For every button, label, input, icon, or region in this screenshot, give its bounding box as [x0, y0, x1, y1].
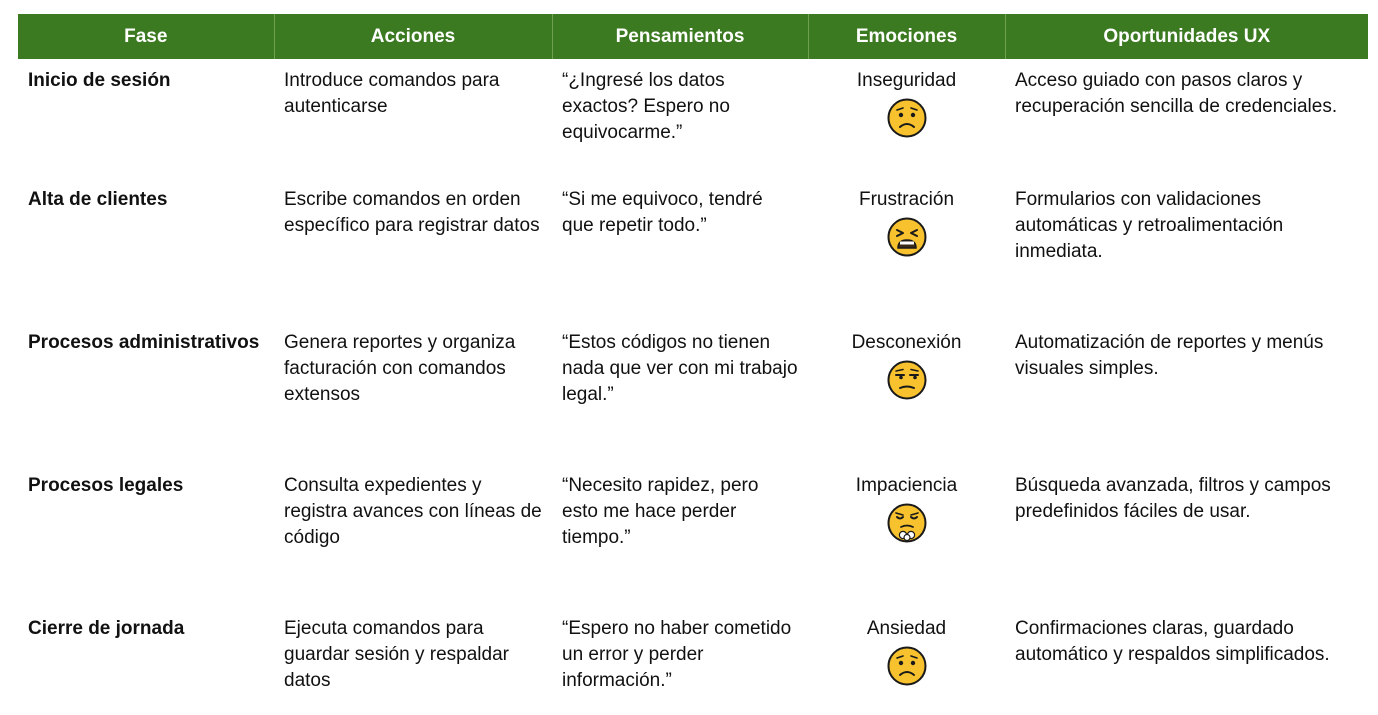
- emotion-cell: [808, 607, 1005, 696]
- worried-face-icon: [887, 646, 927, 686]
- emotion-cell: [808, 464, 1005, 607]
- emotion-label: Desconexión: [851, 332, 962, 353]
- action-cell: Consulta expedientes y registra avances con líneas de código: [284, 475, 542, 548]
- thought-cell: “¿Ingresé los datos exactos? Espero no equivocarme.”: [562, 70, 730, 143]
- thought-cell: “Espero no haber cometido un error y perder información.”: [562, 618, 792, 691]
- table-row: [18, 59, 1368, 178]
- header-ux-opportunities: Oportunidades UX: [1005, 14, 1368, 59]
- action-cell: Genera reportes y organiza facturación con comandos extensos: [284, 332, 516, 405]
- table-row: [18, 464, 1368, 607]
- phase-cell: Procesos administrativos: [28, 332, 260, 353]
- emotion-label: Impaciencia: [855, 475, 958, 496]
- table-row: [18, 607, 1368, 696]
- header-thoughts: Pensamientos: [552, 14, 808, 59]
- unamused-face-icon: [887, 360, 927, 400]
- phase-cell: Procesos legales: [28, 475, 184, 496]
- tired-face-icon: [887, 217, 927, 257]
- table-body: [18, 59, 1368, 696]
- thought-cell: “Si me equivoco, tendré que repetir todo.”: [562, 189, 763, 236]
- steam-from-nose-face-icon: [887, 503, 927, 543]
- header-phase: Fase: [18, 14, 274, 59]
- opportunity-cell: Automatización de reportes y menús visuales simples.: [1015, 332, 1324, 379]
- emotion-cell: [808, 178, 1005, 321]
- emotion-label: Inseguridad: [856, 70, 957, 91]
- emotion-cell: [808, 59, 1005, 178]
- worried-face-icon: [887, 98, 927, 138]
- phase-cell: Inicio de sesión: [28, 70, 171, 91]
- opportunity-cell: Confirmaciones claras, guardado automático y respaldos simplificados.: [1015, 618, 1330, 665]
- header-emotions: Emociones: [808, 14, 1005, 59]
- table-row: [18, 321, 1368, 464]
- opportunity-cell: Búsqueda avanzada, filtros y campos predefinidos fáciles de usar.: [1015, 475, 1331, 522]
- emotion-label: Ansiedad: [866, 618, 947, 639]
- phase-cell: Alta de clientes: [28, 189, 168, 210]
- phase-cell: Cierre de jornada: [28, 618, 185, 639]
- emotion-label: Frustración: [858, 189, 955, 210]
- header-row: [18, 14, 1368, 59]
- thought-cell: “Estos códigos no tienen nada que ver con mi trabajo legal.”: [562, 332, 798, 405]
- action-cell: Ejecuta comandos para guardar sesión y respaldar datos: [284, 618, 509, 691]
- table-row: [18, 178, 1368, 321]
- action-cell: Introduce comandos para autenticarse: [284, 70, 500, 117]
- action-cell: Escribe comandos en orden específico para registrar datos: [284, 189, 540, 236]
- emotion-cell: [808, 321, 1005, 464]
- customer-journey-table: [18, 14, 1368, 696]
- thought-cell: “Necesito rapidez, pero esto me hace perder tiempo.”: [562, 475, 759, 548]
- table-header: [18, 14, 1368, 59]
- opportunity-cell: Acceso guiado con pasos claros y recuperación sencilla de credenciales.: [1015, 70, 1338, 117]
- header-actions: Acciones: [274, 14, 552, 59]
- opportunity-cell: Formularios con validaciones automáticas y retroalimentación inmediata.: [1015, 189, 1284, 262]
